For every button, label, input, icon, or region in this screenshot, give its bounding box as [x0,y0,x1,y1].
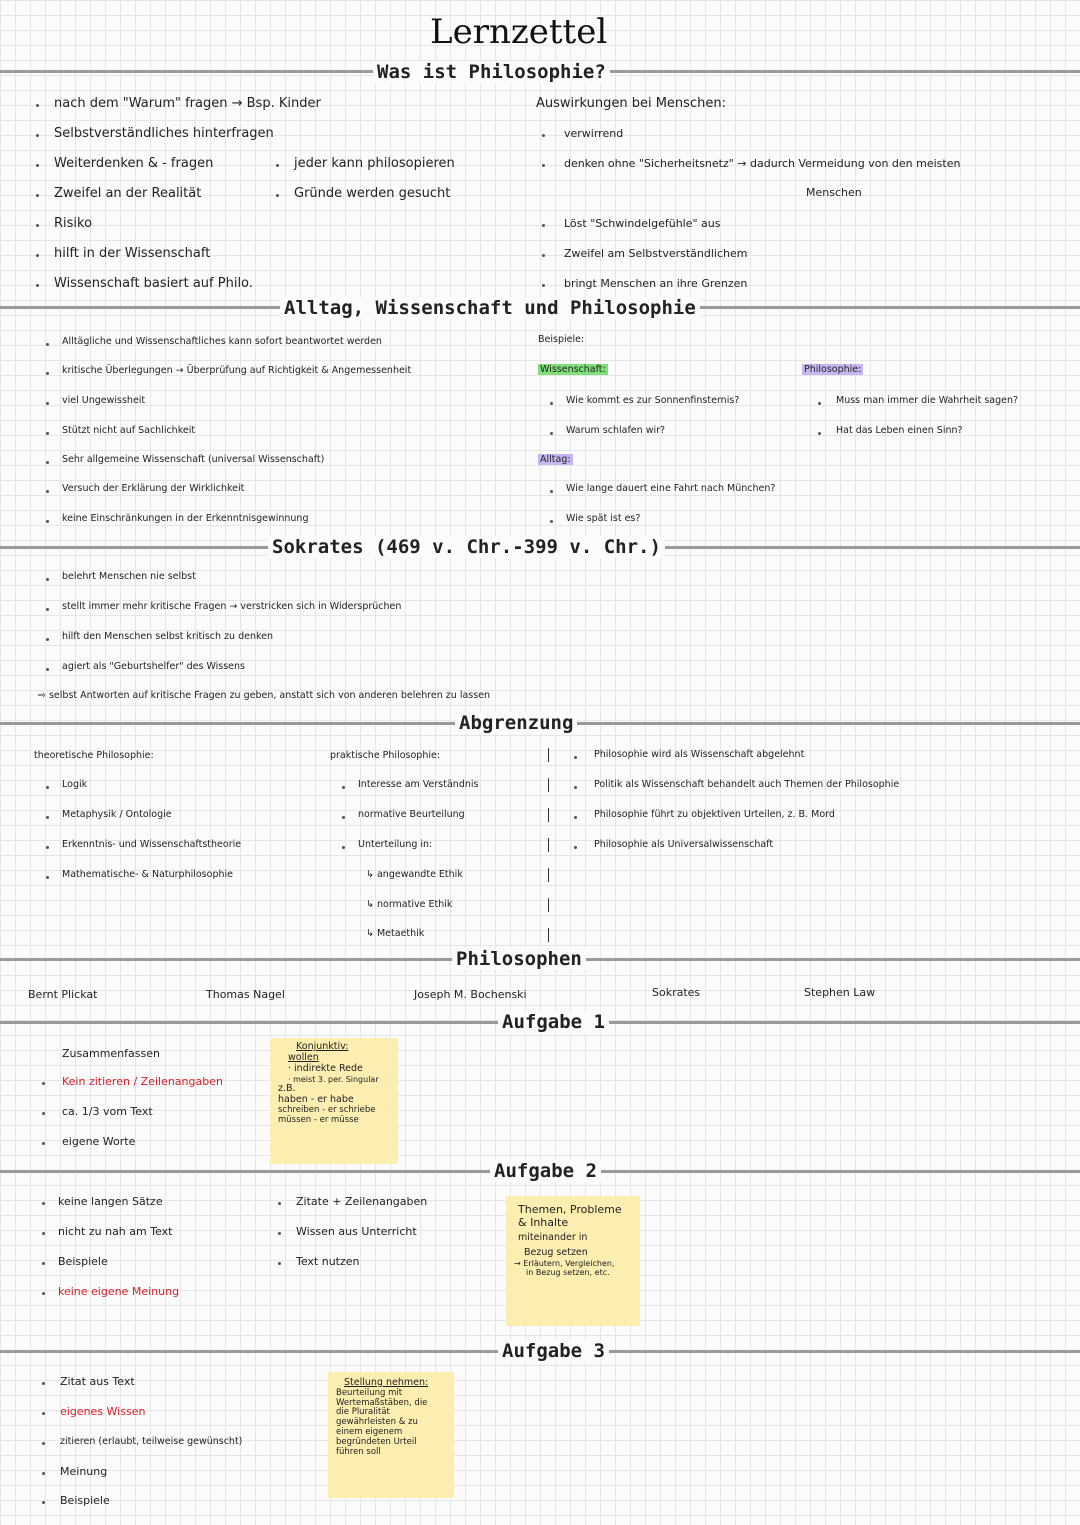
list-item: keine Einschränkungen in der Erkenntnisgewinnung [62,513,309,524]
list-item: stellt immer mehr kritische Fragen → verstricken sich in Widersprüchen [62,601,402,612]
section-heading-aufgabe2: Aufgabe 2 [490,1160,601,1182]
note-line: wollen [288,1051,319,1063]
list-item: Philosophie führt zu objektiven Urteilen, z. B. Mord [594,809,835,820]
section-heading-aufgabe3: Aufgabe 3 [498,1340,609,1362]
list-item: keine langen Sätze [58,1195,163,1208]
note-line: Themen, Probleme [518,1203,622,1216]
list-item: nach dem "Warum" fragen → Bsp. Kinder [54,96,321,111]
sticky-note-konjunktiv [270,1038,398,1164]
list-item: Zweifel am Selbstverständlichem [564,247,748,260]
list-item: denken ohne "Sicherheitsnetz" → dadurch Vermeidung von den meisten [564,157,961,170]
list-item: normative Beurteilung [358,809,465,820]
list-item: eigenes Wissen [60,1405,146,1418]
list-item: Wie spät ist es? [566,513,641,524]
note-line: miteinander in [518,1232,588,1244]
list-item: Alltägliche und Wissenschaftliches kann sofort beantwortet werden [62,336,382,347]
sticky-note-stellung [328,1372,454,1498]
section-heading-alltag: Alltag, Wissenschaft und Philosophie [280,297,700,319]
aufgabe1-heading: Zusammenfassen [62,1047,160,1060]
note-line: müssen - er müsse [278,1114,359,1125]
list-item: Beispiele [60,1494,110,1507]
list-item: Gründe werden gesucht [294,186,451,201]
list-item: Weiterdenken & - fragen [54,156,214,171]
alltag-label: Alltag: [540,454,571,465]
list-item: verwirrend [564,127,624,140]
list-item: Stützt nicht auf Sachlichkeit [62,425,196,436]
list-item: Wie kommt es zur Sonnenfinsternis? [566,395,740,406]
note-line: begründeten Urteil [336,1436,417,1447]
list-item: hilft in der Wissenschaft [54,246,211,261]
list-item: Meinung [60,1465,108,1478]
list-item: ↳ Metaethik [366,928,425,939]
list-item-continued: Menschen [806,186,862,199]
note-line: in Bezug setzen, etc. [526,1268,610,1278]
section-heading-philosophie: Was ist Philosophie? [373,61,610,83]
list-item: nicht zu nah am Text [58,1225,173,1238]
philosopher-name: Thomas Nagel [206,988,285,1001]
list-item: Hat das Leben einen Sinn? [836,425,963,436]
list-item: Muss man immer die Wahrheit sagen? [836,395,1019,406]
note-line: schreiben - er schriebe [278,1104,376,1115]
list-item: hilft den Menschen selbst kritisch zu denken [62,631,274,642]
list-item: bringt Menschen an ihre Grenzen [564,277,748,290]
list-item: Unterteilung in: [358,839,433,850]
list-item: Warum schlafen wir? [566,425,666,436]
list-item: ca. 1/3 vom Text [62,1105,153,1118]
list-item: Erkenntnis- und Wissenschaftstheorie [62,839,242,850]
list-item: viel Ungewissheit [62,395,146,406]
note-line: Beurteilung mit [336,1387,403,1398]
note-line: Wertemaßstäben, die [336,1397,428,1408]
philosopher-name: Joseph M. Bochenski [414,988,527,1001]
list-item: Zweifel an der Realität [54,186,202,201]
list-item: agiert als "Geburtshelfer" des Wissens [62,661,245,672]
list-item: Zitat aus Text [60,1375,135,1388]
list-item: Interesse am Verständnis [358,779,479,790]
list-item: Wissen aus Unterricht [296,1225,417,1238]
philosophie-label: Philosophie: [804,364,862,375]
list-item: Mathematische- & Naturphilosophie [62,869,233,880]
theor-heading: theoretische Philosophie: [34,750,154,761]
section-heading-sokrates: Sokrates (469 v. Chr.-399 v. Chr.) [268,536,665,558]
list-item: ↳ angewandte Ethik [366,869,463,880]
sticky-note-aufgabe2 [506,1196,640,1326]
prakt-heading: praktische Philosophie: [330,750,441,761]
list-item: eigene Worte [62,1135,136,1148]
note-line: Stellung nehmen: [344,1377,429,1388]
note-line: führen soll [336,1446,381,1457]
philosopher-name: Stephen Law [804,986,876,999]
list-item: Sehr allgemeine Wissenschaft (universal Wissenschaft) [62,454,325,465]
section-heading-philosophen: Philosophen [452,948,586,970]
list-item: jeder kann philosopieren [294,156,455,171]
philosopher-name: Sokrates [652,986,701,999]
list-item: kritische Überlegungen → Überprüfung auf Richtigkeit & Angemessenheit [62,365,412,376]
note-line: & Inhalte [518,1215,569,1229]
list-item: Wie lange dauert eine Fahrt nach München? [566,483,776,494]
list-item: Metaphysik / Ontologie [62,809,172,820]
list-item: Wissenschaft basiert auf Philo. [54,276,253,291]
note-line: z.B. [278,1082,296,1094]
list-item: Versuch der Erklärung der Wirklichkeit [62,483,245,494]
list-item: Text nutzen [296,1255,360,1268]
note-line: Konjunktiv: [296,1041,349,1052]
note-line: · indirekte Rede [288,1062,363,1074]
note-line: die Pluralität [336,1407,390,1418]
list-item: Philosophie wird als Wissenschaft abgelehnt [594,749,805,760]
note-line: → Erläutern, Vergleichen, [514,1259,615,1269]
sokrates-conclusion: ⇨ selbst Antworten auf kritische Fragen zu geben, anstatt sich von anderen belehren zu lassen [38,690,491,701]
section-heading-abgrenzung: Abgrenzung [455,712,577,734]
note-line: haben - er habe [278,1093,354,1105]
auswirkungen-heading: Auswirkungen bei Menschen: [536,96,726,111]
examples-heading: Beispiele: [538,334,585,345]
wissenschaft-label: Wissenschaft: [540,364,606,375]
list-item: zitieren (erlaubt, teilweise gewünscht) [60,1436,243,1447]
list-item: Risiko [54,216,93,231]
note-line: Bezug setzen [524,1247,588,1259]
page-title: Lernzettel [430,12,608,52]
list-item: ↳ normative Ethik [366,899,453,910]
list-item: belehrt Menschen nie selbst [62,571,196,582]
list-item: Logik [62,779,88,790]
list-item: Selbstverständliches hinterfragen [54,126,274,141]
note-line: gewährleisten & zu [336,1417,418,1428]
list-item: Politik als Wissenschaft behandelt auch Themen der Philosophie [594,779,900,790]
section-heading-aufgabe1: Aufgabe 1 [498,1011,609,1033]
list-item: Beispiele [58,1255,108,1268]
list-item: keine eigene Meinung [58,1285,180,1298]
list-item: Kein zitieren / Zeilenangaben [62,1075,223,1088]
philosopher-name: Bernt Plickat [28,988,98,1001]
list-item: Löst "Schwindelgefühle" aus [564,217,721,230]
note-line: · meist 3. per. Singular [288,1074,379,1084]
list-item: Philosophie als Universalwissenschaft [594,839,774,850]
note-line: einem eigenem [336,1426,403,1437]
list-item: Zitate + Zeilenangaben [296,1195,428,1208]
